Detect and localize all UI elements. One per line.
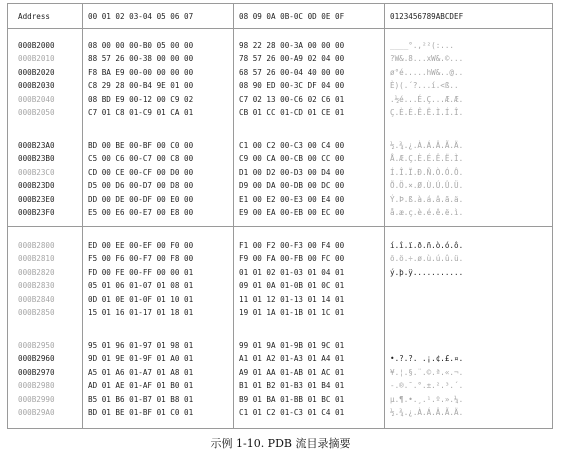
- row-bytes-8-f: 09 01 0A 01-0B 01 0C 01: [239, 281, 345, 291]
- header-ascii: 0123456789ABCDEF: [390, 12, 464, 21]
- row-bytes-0-7: 08 00 00 00-B0 05 00 00: [88, 41, 194, 50]
- row-bytes-8-f: 08 90 ED 00-3C DF 04 00: [239, 81, 345, 91]
- row-bytes-8-f: E9 00 EA 00-EB 00 EC 00: [239, 208, 345, 217]
- row-ascii: ¥.¦.§.¨.©.ª.«.¬.: [390, 367, 464, 377]
- row-address: 000B2820: [18, 267, 55, 277]
- row-bytes-0-7: 05 01 06 01-07 01 08 01: [88, 281, 194, 291]
- row-ascii: -.®.¯.°.±.².³.´.: [390, 381, 464, 391]
- row-address: 000B23F0: [18, 208, 55, 217]
- row-bytes-0-7: 88 57 26 00-38 00 00 00: [88, 54, 194, 64]
- row-bytes-0-7: B5 01 B6 01-B7 01 B8 01: [88, 394, 194, 404]
- section-divider: [8, 226, 552, 227]
- row-address: 000B2040: [18, 94, 55, 104]
- row-bytes-0-7: DD 00 DE 00-DF 00 E0 00: [88, 194, 194, 204]
- row-ascii: Ç.È.É.Ê.Ë.Ì.Í.Î.: [390, 108, 464, 117]
- row-address: 000B2000: [18, 41, 55, 50]
- row-ascii: .½é...É.Ç...Æ.Æ.: [390, 94, 464, 104]
- row-bytes-8-f: A9 01 AA 01-AB 01 AC 01: [239, 367, 345, 377]
- row-ascii: µ.¶.•.¸.¹.º.».¼.: [390, 394, 464, 404]
- row-address: 000B2800: [18, 241, 55, 250]
- row-ascii: Õ.Ö.×.Ø.Ù.Ú.Û.Ü.: [390, 181, 464, 191]
- header-bytes-8-f: 08 09 0A 0B-0C 0D 0E 0F: [239, 12, 345, 21]
- row-bytes-8-f: C1 00 C2 00-C3 00 C4 00: [239, 141, 345, 150]
- row-ascii: å.æ.ç.è.é.ê.ë.ì.: [390, 208, 464, 217]
- row-bytes-8-f: F9 00 FA 00-FB 00 FC 00: [239, 254, 345, 264]
- row-address: 000B23B0: [18, 154, 55, 164]
- row-address: 000B2010: [18, 54, 55, 64]
- figure-caption: 示例 1-10. PDB 流目录摘要: [210, 437, 351, 450]
- row-address: 000B2990: [18, 394, 55, 404]
- column-divider-ascii: [384, 4, 385, 428]
- row-bytes-8-f: D9 00 DA 00-DB 00 DC 00: [239, 181, 345, 191]
- row-bytes-8-f: 99 01 9A 01-9B 01 9C 01: [239, 341, 345, 350]
- row-bytes-8-f: C1 01 C2 01-C3 01 C4 01: [239, 408, 345, 417]
- row-bytes-8-f: B9 01 BA 01-BB 01 BC 01: [239, 394, 345, 404]
- row-ascii: •.?.?. .¡.¢.£.¤.: [390, 354, 464, 364]
- row-ascii: È)(.´?...í.<ß..: [390, 81, 459, 91]
- header-bytes-0-7: 00 01 02 03-04 05 06 07: [88, 12, 194, 21]
- row-address: 000B2050: [18, 108, 55, 117]
- row-bytes-0-7: 0D 01 0E 01-0F 01 10 01: [88, 294, 194, 304]
- row-address: 000B2850: [18, 308, 55, 317]
- row-bytes-0-7: F8 BA E9 00-00 00 00 00: [88, 67, 194, 77]
- row-bytes-0-7: BD 00 BE 00-BF 00 C0 00: [88, 141, 194, 150]
- row-bytes-0-7: 95 01 96 01-97 01 98 01: [88, 341, 194, 350]
- row-bytes-0-7: FD 00 FE 00-FF 00 00 01: [88, 267, 194, 277]
- row-address: 000B2980: [18, 381, 55, 391]
- row-bytes-0-7: CD 00 CE 00-CF 00 D0 00: [88, 167, 194, 177]
- column-divider-address: [82, 4, 83, 428]
- row-ascii: Å.Æ.Ç.È.É.Ê.Ë.Ì.: [390, 154, 464, 164]
- row-bytes-0-7: 08 BD E9 00-12 00 C9 02: [88, 94, 194, 104]
- row-ascii: ?W&.8...xW&.©...: [390, 54, 464, 64]
- row-bytes-0-7: D5 00 D6 00-D7 00 D8 00: [88, 181, 194, 191]
- row-address: 000B2950: [18, 341, 55, 350]
- row-address: 000B23E0: [18, 194, 55, 204]
- row-address: 000B23D0: [18, 181, 55, 191]
- header-divider: [8, 28, 552, 29]
- row-ascii: õ.ö.÷.ø.ù.ú.û.ü.: [390, 254, 464, 264]
- row-address: 000B2810: [18, 254, 55, 264]
- row-address: 000B2960: [18, 354, 55, 364]
- header-address: Address: [18, 12, 51, 21]
- row-bytes-8-f: CB 01 CC 01-CD 01 CE 01: [239, 108, 345, 117]
- row-bytes-8-f: E1 00 E2 00-E3 00 E4 00: [239, 194, 345, 204]
- row-bytes-8-f: B1 01 B2 01-B3 01 B4 01: [239, 381, 345, 391]
- row-ascii: í.î.ï.ð.ñ.ò.ó.ô.: [390, 241, 464, 250]
- row-bytes-8-f: 98 22 28 00-3A 00 00 00: [239, 41, 345, 50]
- row-bytes-0-7: C7 01 C8 01-C9 01 CA 01: [88, 108, 194, 117]
- row-ascii: ½.¾.¿.À.Á.Â.Ã.Ä.: [390, 408, 464, 417]
- row-bytes-8-f: A1 01 A2 01-A3 01 A4 01: [239, 354, 345, 364]
- row-ascii: ø°é.....hW&..@..: [390, 67, 464, 77]
- row-ascii: ½.¾.¿.À.Á.Â.Ã.Ä.: [390, 141, 464, 150]
- row-bytes-8-f: 01 01 02 01-03 01 04 01: [239, 267, 345, 277]
- row-bytes-0-7: F5 00 F6 00-F7 00 F8 00: [88, 254, 194, 264]
- row-address: 000B23C0: [18, 167, 55, 177]
- row-ascii: ____°.,²²(:...: [390, 41, 455, 50]
- row-bytes-0-7: C8 29 28 00-B4 9E 01 00: [88, 81, 194, 91]
- row-ascii: Ý.Þ.ß.à.á.â.ã.ä.: [390, 194, 464, 204]
- row-bytes-0-7: AD 01 AE 01-AF 01 B0 01: [88, 381, 194, 391]
- row-ascii: ý.þ.ÿ...........: [390, 267, 464, 277]
- row-bytes-0-7: C5 00 C6 00-C7 00 C8 00: [88, 154, 194, 164]
- row-bytes-0-7: E5 00 E6 00-E7 00 E8 00: [88, 208, 194, 217]
- row-bytes-0-7: 9D 01 9E 01-9F 01 A0 01: [88, 354, 194, 364]
- column-divider-bytes: [233, 4, 234, 428]
- row-bytes-0-7: BD 01 BE 01-BF 01 C0 01: [88, 408, 194, 417]
- row-bytes-8-f: C7 02 13 00-C6 02 C6 01: [239, 94, 345, 104]
- row-address: 000B2030: [18, 81, 55, 91]
- row-address: 000B29A0: [18, 408, 55, 417]
- row-bytes-8-f: 11 01 12 01-13 01 14 01: [239, 294, 345, 304]
- hex-dump-table: [7, 3, 553, 429]
- row-address: 000B23A0: [18, 141, 55, 150]
- row-address: 000B2970: [18, 367, 55, 377]
- row-bytes-8-f: 68 57 26 00-04 40 00 00: [239, 67, 345, 77]
- row-address: 000B2830: [18, 281, 55, 291]
- row-ascii: Í.Î.Ï.Ð.Ñ.Ò.Ó.Ô.: [390, 167, 464, 177]
- row-bytes-0-7: ED 00 EE 00-EF 00 F0 00: [88, 241, 194, 250]
- row-bytes-0-7: 15 01 16 01-17 01 18 01: [88, 308, 194, 317]
- row-bytes-8-f: D1 00 D2 00-D3 00 D4 00: [239, 167, 345, 177]
- row-bytes-8-f: F1 00 F2 00-F3 00 F4 00: [239, 241, 345, 250]
- row-bytes-8-f: 78 57 26 00-A9 02 04 00: [239, 54, 345, 64]
- row-bytes-0-7: A5 01 A6 01-A7 01 A8 01: [88, 367, 194, 377]
- row-bytes-8-f: 19 01 1A 01-1B 01 1C 01: [239, 308, 345, 317]
- row-address: 000B2020: [18, 67, 55, 77]
- row-address: 000B2840: [18, 294, 55, 304]
- row-bytes-8-f: C9 00 CA 00-CB 00 CC 00: [239, 154, 345, 164]
